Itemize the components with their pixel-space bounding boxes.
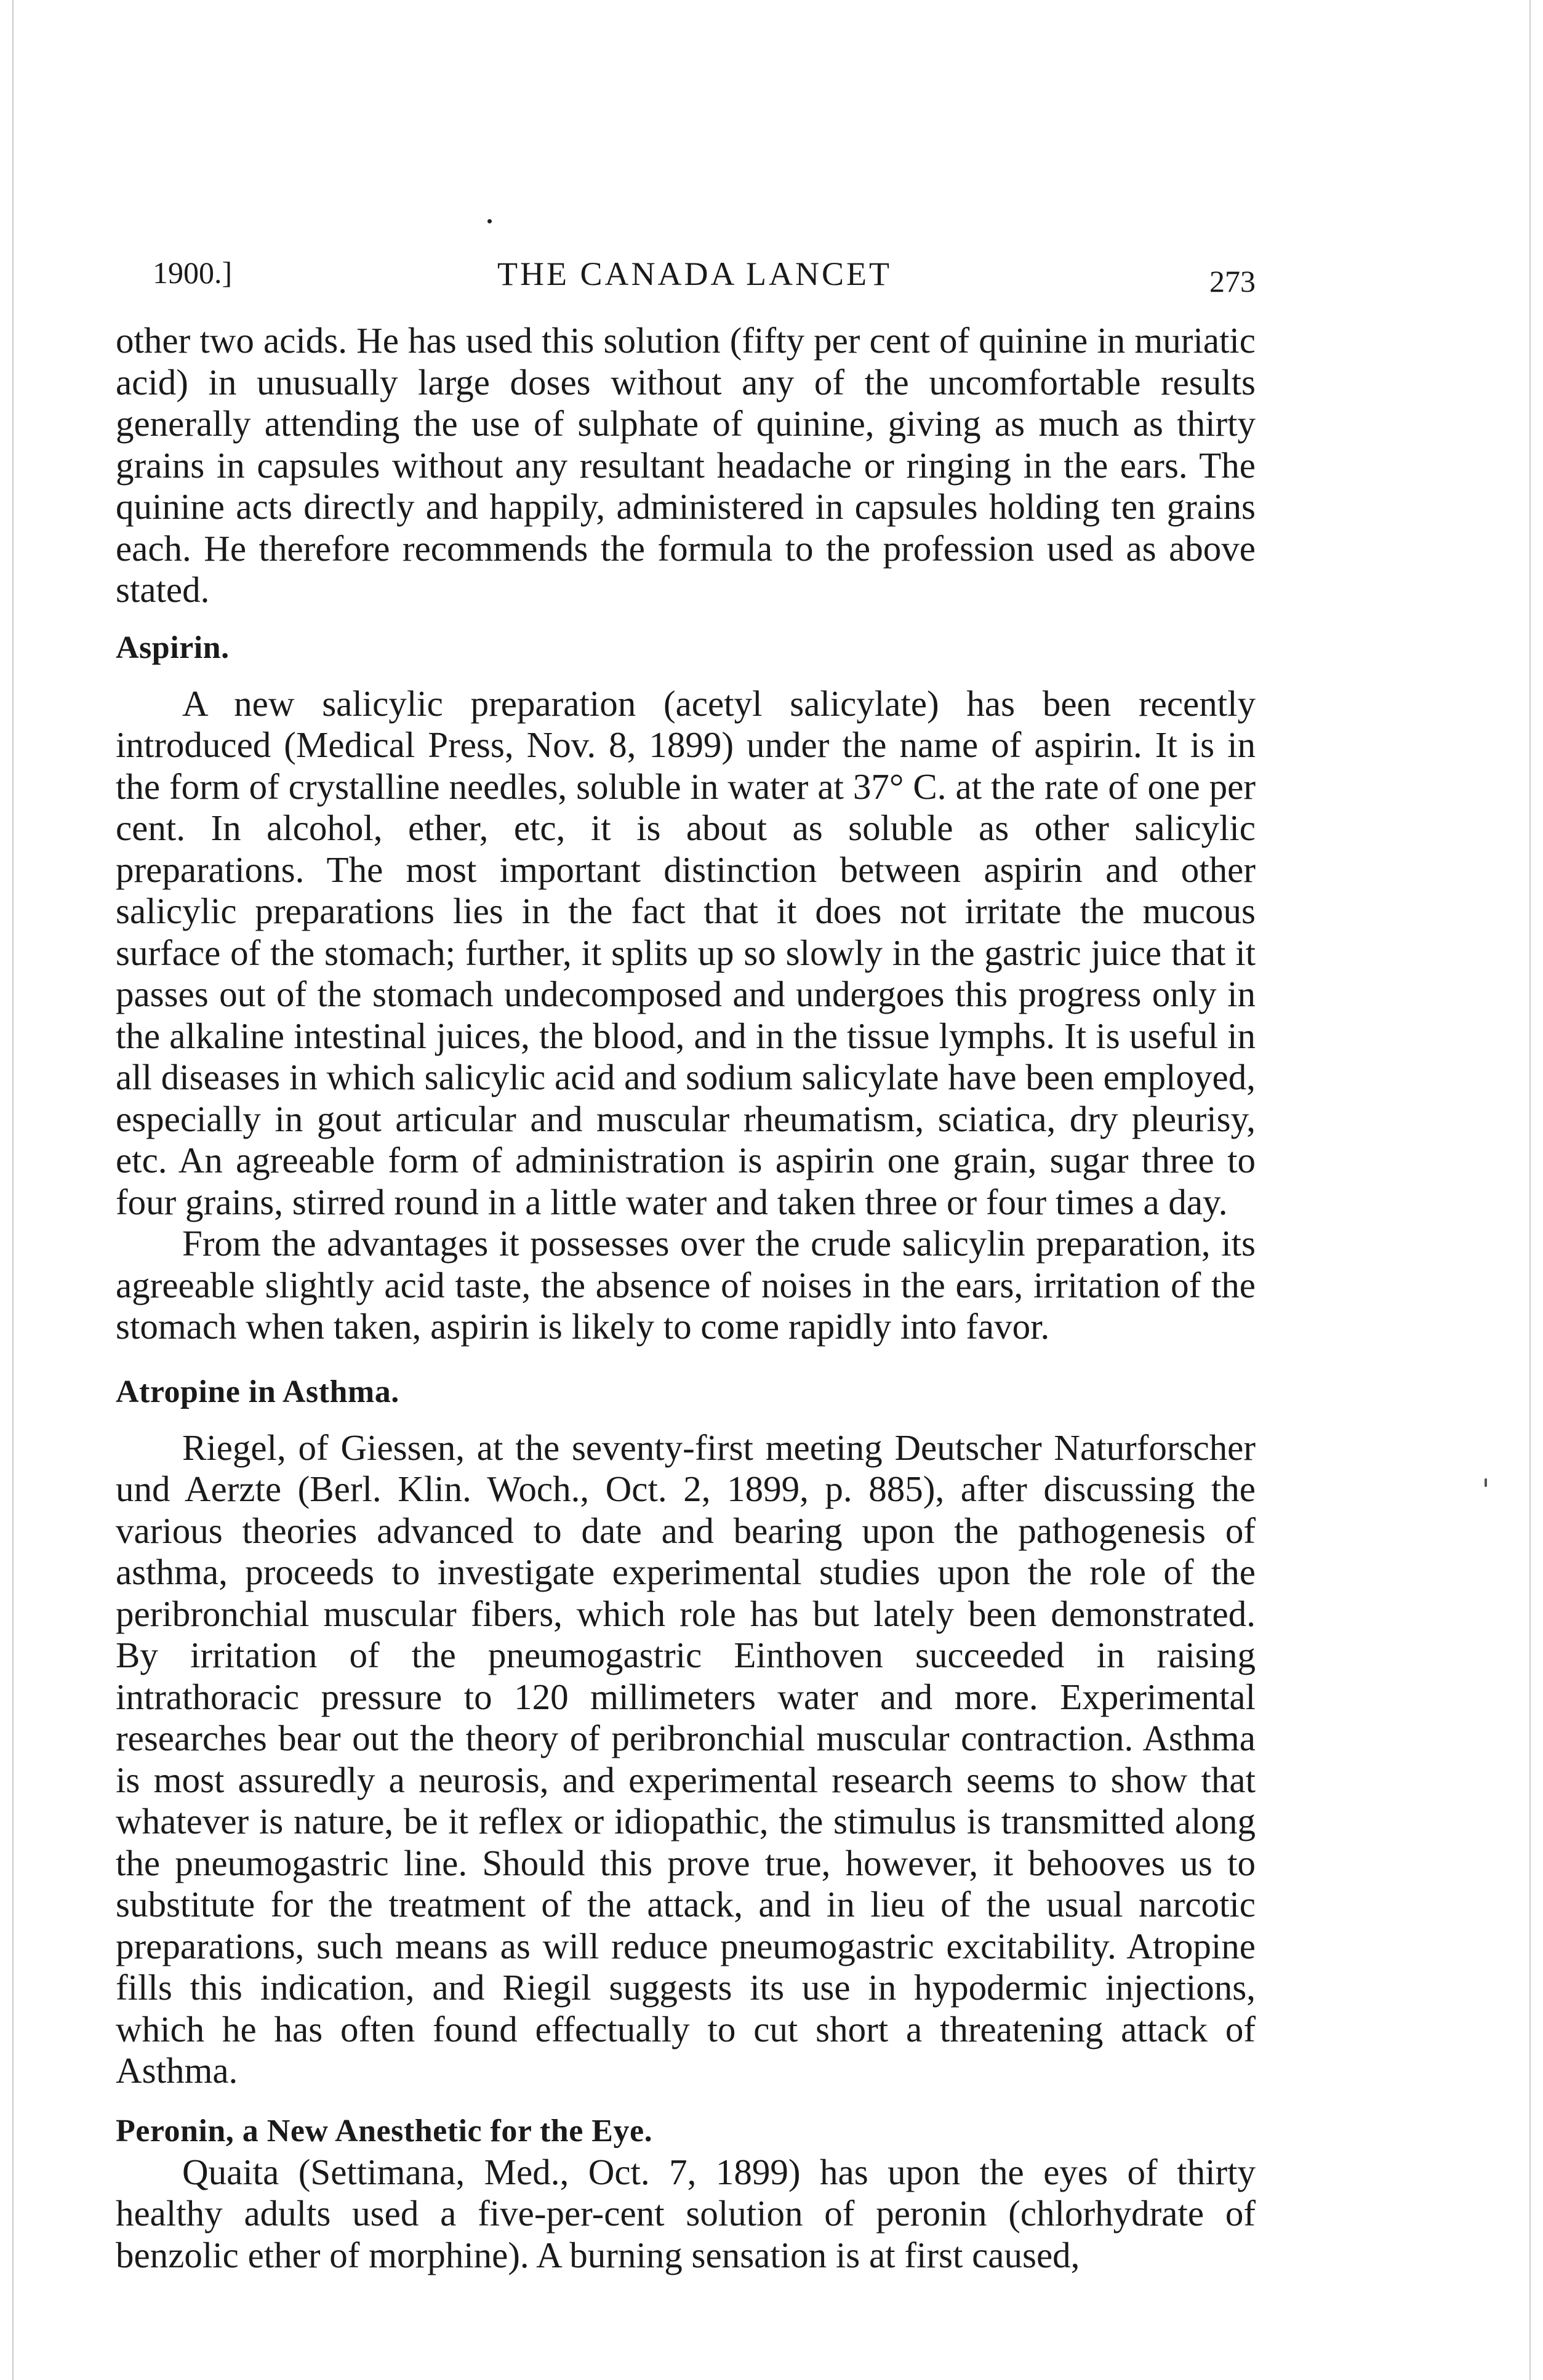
page-header (153, 255, 1256, 304)
paragraph: other two acids. He has used this solution (fifty per cent of quinine in muriatic acid) in unusually large doses without any of the uncomfortable results generally attending the use of sulphate of quinine, giving as much as thirty grains in capsules without any resultant headache or ringing in the ears. The quinine acts directly and happily, administered in capsules holding ten grains each. He therefore recommends the formula to the profession used as above stated. (116, 320, 1256, 610)
scan-speck (487, 219, 492, 223)
header-year: 1900.] (153, 255, 233, 290)
paragraph: Quaita (Settimana, Med., Oct. 7, 1899) has upon the eyes of thirty healthy adults used a five-per-cent solution of peronin (chlorhydrate of benzolic ether of morphine). A burning sensation is at first caused, (116, 2151, 1256, 2275)
scan-speck (1485, 1478, 1487, 1487)
section-heading-peronin: Peronin, a New Anesthetic for the Eye. (116, 2113, 653, 2149)
section-heading-atropine: Atropine in Asthma. (116, 1374, 399, 1409)
section-peronin (116, 2113, 1256, 2277)
scan-edge-line-left (12, 0, 14, 2380)
paragraph: Riegel, of Giessen, at the seventy-first meeting Deutscher Naturforscher und Aerzte (Berl. Klin. Woch., Oct. 2, 1899, p. 885), after discussing the various theories advanced to date and bearing upon the pathogenesis of asthma, proceeds to investigate experimental studies upon the role of the peribronchial muscular fibers, which role has but lately been demonstrated. By irritation of the pneumogastric Einthoven succeeded in raising intrathoracic pressure to 120 millimeters water and more. Experimental researches bear out the theory of peribronchial muscular contraction. Asthma is most assuredly a neurosis, and experimental research seems to show that whatever is nature, be it reflex or idiopathic, the stimulus is transmitted along the pneumogastric line. Should this prove true, however, it behooves us to substitute for the treatment of the attack, and in lieu of the usual narcotic preparations, such means as will reduce pneumogastric excitability. Atropine fills this indication, and Riegil suggests its use in hypodermic injections, which he has often found effectually to cut short a threatening attack of Asthma. (116, 1427, 1256, 2091)
paragraph: A new salicylic preparation (acetyl salicylate) has been recently introduced (Medical Press, Nov. 8, 1899) under the name of aspirin. It is in the form of crystalline needles, soluble in water at 37° C. at the rate of one per cent. In alcohol, ether, etc, it is about as soluble as other salicylic preparations. The most important distinction between aspirin and other salicylic preparations lies in the fact that it does not irritate the mucous surface of the stomach; further, it splits up so slowly in the gastric juice that it passes out of the stomach undecomposed and undergoes this progress only in the alkaline intestinal juices, the blood, and in the tissue lymphs. It is useful in all diseases in which salicylic acid and sodium salicylate have been employed, especially in gout articular and muscular rheumatism, sciatica, dry pleurisy, etc. An agreeable form of administration is aspirin one grain, sugar three to four grains, stirred round in a little water and taken three or four times a day. (116, 683, 1256, 1222)
section-aspirin (116, 630, 1256, 1348)
section-atropine-in-asthma (116, 1374, 1256, 2092)
section-quinine-continued (116, 320, 1256, 611)
article-body (116, 320, 1256, 2276)
scan-edge-line-right (1529, 0, 1531, 2380)
journal-title: THE CANADA LANCET (497, 255, 892, 292)
section-heading-aspirin: Aspirin. (116, 630, 230, 665)
page-number: 273 (1209, 264, 1256, 299)
paragraph: From the advantages it possesses over the crude salicylin preparation, its agreeable slightly acid taste, the absence of noises in the ears, irritation of the stomach when taken, aspirin is likely to come rapidly into favor. (116, 1223, 1256, 1347)
